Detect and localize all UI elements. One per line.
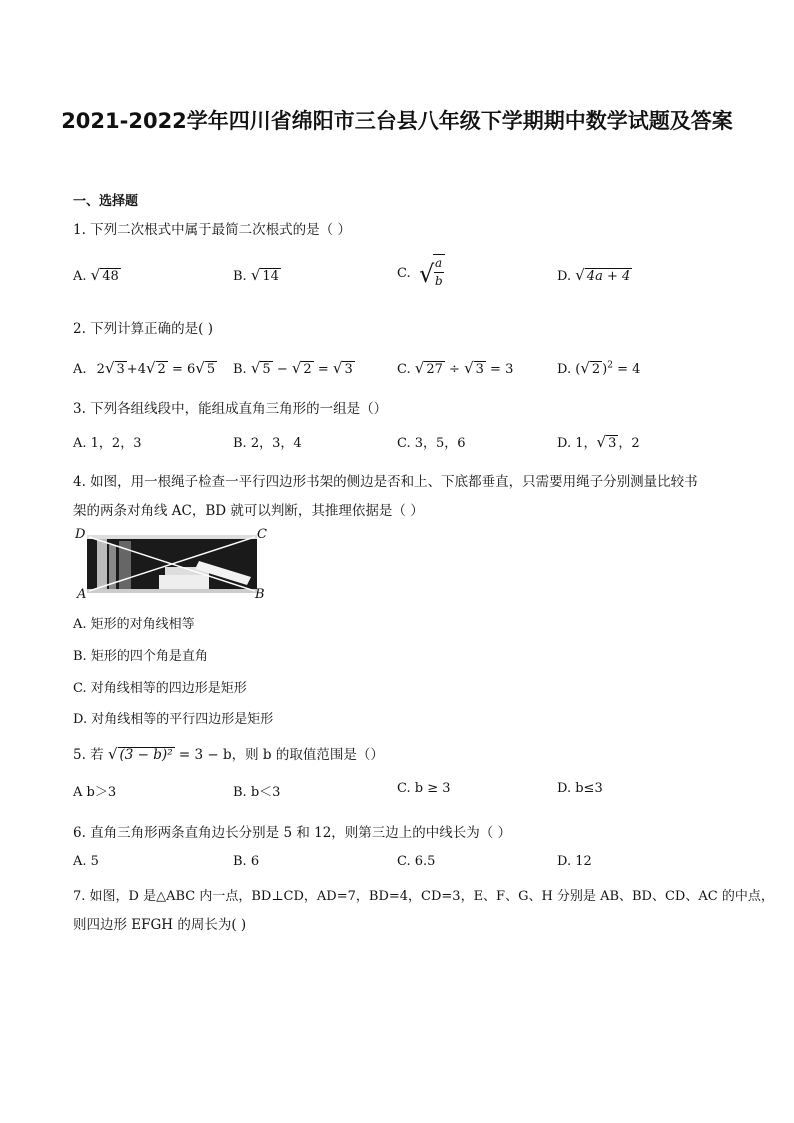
question-3-option-d bbox=[557, 432, 640, 451]
question-6-option-d: D. 12 bbox=[557, 854, 592, 869]
question-4-option-a: A. 矩形的对角线相等 bbox=[73, 617, 195, 632]
equals-sign: = bbox=[317, 362, 329, 377]
equals-value: = 3 bbox=[490, 362, 514, 377]
sqrt-symbol: √ bbox=[104, 359, 115, 377]
question-3-option-c: C. 3，5，6 bbox=[397, 436, 466, 451]
question-4-stem-line2: 架的两条对角线 AC，BD 就可以判断，其推理依据是（ ） bbox=[73, 503, 424, 519]
vertex-label-b: B bbox=[255, 587, 265, 602]
option-label: D. bbox=[557, 362, 572, 377]
option-label: C. bbox=[397, 266, 411, 281]
option-text: ，2 bbox=[618, 436, 640, 451]
question-1-option-d bbox=[557, 266, 632, 284]
operator: − bbox=[276, 362, 288, 377]
sqrt-symbol: √ bbox=[195, 359, 205, 377]
question-4-option-d: D. 对角线相等的平行四边形是矩形 bbox=[73, 712, 274, 727]
question-6-stem: 6. 直角三角形两条直角边长分别是 5 和 12，则第三边上的中线长为（ ） bbox=[73, 825, 512, 841]
radicand: 3 bbox=[116, 362, 125, 377]
radicand: 5 bbox=[206, 362, 216, 377]
fraction-bar bbox=[434, 272, 444, 273]
bookshelf-photo bbox=[75, 527, 265, 599]
question-5-option-c: C. b ≥ 3 bbox=[397, 781, 451, 796]
radicand: 3 bbox=[608, 436, 617, 451]
question-2-option-c bbox=[397, 359, 513, 377]
vertex-label-d: D bbox=[75, 527, 86, 542]
radicand: 2 bbox=[157, 362, 166, 377]
question-1-option-a bbox=[73, 266, 121, 284]
stem-text: = 3 − b，则 b 的取值范围是（） bbox=[178, 747, 384, 763]
question-5-stem bbox=[73, 743, 384, 763]
question-2-option-b bbox=[233, 359, 355, 377]
coefficient: 2 bbox=[96, 362, 105, 377]
fraction-numerator: a bbox=[435, 256, 443, 270]
operator: +4 bbox=[126, 362, 146, 377]
stem-text: 5. 若 bbox=[73, 747, 104, 763]
question-4-option-b: B. 矩形的四个角是直角 bbox=[73, 649, 208, 664]
radicand: 48 bbox=[102, 269, 119, 284]
question-6-option-c: C. 6.5 bbox=[397, 854, 436, 869]
radicand: 2 bbox=[591, 362, 601, 377]
question-4-stem-line1: 4. 如图，用一根绳子检查一平行四边形书架的侧边是否和上、下底都垂直，只需要用绳子分别测量比较书 bbox=[73, 474, 698, 490]
vertex-label-c: C bbox=[257, 527, 267, 542]
radicand: 5 bbox=[262, 362, 271, 377]
question-2-stem: 2. 下列计算正确的是( ) bbox=[73, 321, 213, 337]
question-7-stem-line1: 7. 如图，D 是△ABC 内一点，BD⊥CD，AD=7，BD=4，CD=3，E、F、G、H 分别是 AB、BD、CD、AC 的中点， bbox=[73, 889, 774, 904]
radicand: 4a + 4 bbox=[586, 269, 631, 284]
equals-value: = 6 bbox=[171, 362, 196, 377]
question-1-stem: 1. 下列二次根式中属于最简二次根式的是（ ） bbox=[73, 222, 351, 238]
radicand: 27 bbox=[426, 362, 443, 377]
option-label: A. bbox=[73, 362, 87, 377]
fraction-denominator: b bbox=[435, 274, 443, 288]
sqrt-symbol: √ bbox=[464, 359, 474, 377]
sqrt-symbol: √ bbox=[145, 359, 156, 377]
sqrt-symbol: √ bbox=[90, 266, 101, 284]
question-2-option-a bbox=[73, 359, 217, 377]
option-label: C. bbox=[397, 362, 411, 377]
question-7-stem-line2: 则四边形 EFGH 的周长为( ) bbox=[73, 917, 247, 933]
radicand: 2 bbox=[303, 362, 312, 377]
exponent: 2 bbox=[607, 360, 613, 371]
question-3-option-a: A. 1，2，3 bbox=[73, 436, 142, 451]
bookshelf-figure bbox=[75, 527, 267, 602]
sqrt-symbol: √ bbox=[419, 260, 435, 288]
question-5-option-b: B. b＜3 bbox=[233, 785, 281, 800]
sqrt-symbol: √ bbox=[291, 359, 302, 377]
sqrt-symbol: √ bbox=[332, 359, 343, 377]
equals-value: = 4 bbox=[617, 362, 641, 377]
option-label: A. bbox=[73, 269, 87, 284]
operator: ÷ bbox=[449, 362, 460, 377]
option-label: B. bbox=[233, 362, 247, 377]
question-6-option-b: B. 6 bbox=[233, 854, 260, 869]
question-3-option-b: B. 2，3，4 bbox=[233, 436, 302, 451]
option-text: D. 1， bbox=[557, 436, 597, 451]
question-6-option-a: A. 5 bbox=[73, 854, 99, 869]
option-label: D. bbox=[557, 269, 572, 284]
sqrt-symbol: √ bbox=[596, 433, 607, 451]
radicand: 3 bbox=[344, 362, 353, 377]
radicand: (3 − b)² bbox=[119, 747, 173, 763]
radicand: 14 bbox=[262, 269, 279, 284]
page-title: 2021-2022学年四川省绵阳市三台县八年级下学期期中数学试题及答案 bbox=[61, 109, 733, 133]
question-1-option-b bbox=[233, 266, 281, 284]
sqrt-symbol: √ bbox=[414, 359, 425, 377]
vertex-label-a: A bbox=[77, 587, 87, 602]
question-2-option-d: D. (√ 2 )$^2$ = 4 bbox=[557, 359, 641, 377]
sqrt-overline bbox=[433, 254, 445, 255]
sqrt-symbol: √ bbox=[250, 359, 261, 377]
option-label: B. bbox=[233, 269, 247, 284]
question-5-option-d: D. b≤3 bbox=[557, 781, 603, 796]
sqrt-symbol: √ bbox=[575, 266, 585, 284]
sqrt-symbol: √ bbox=[580, 359, 590, 377]
sqrt-symbol: √ bbox=[107, 745, 118, 763]
question-5-option-a: A b＞3 bbox=[73, 785, 117, 800]
question-3-stem: 3. 下列各组线段中，能组成直角三角形的一组是（） bbox=[73, 401, 388, 417]
radicand: 3 bbox=[475, 362, 484, 377]
sqrt-symbol: √ bbox=[250, 266, 261, 284]
section-heading-choice: 一、选择题 bbox=[73, 194, 139, 209]
question-4-option-c: C. 对角线相等的四边形是矩形 bbox=[73, 681, 247, 696]
